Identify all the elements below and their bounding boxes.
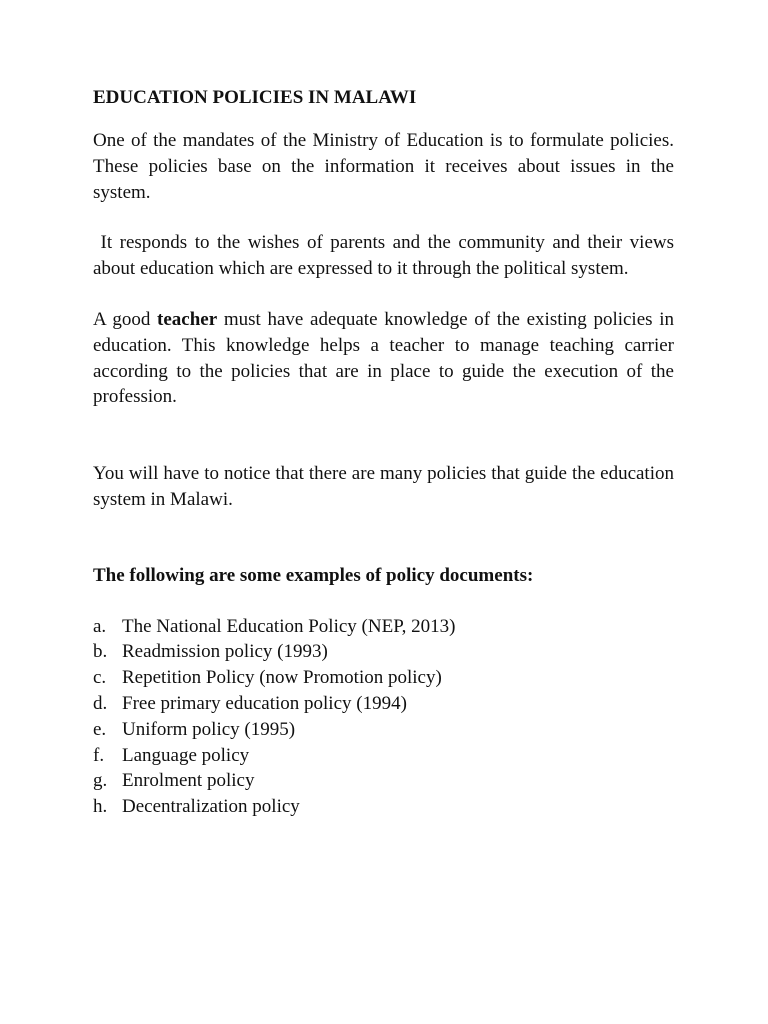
list-item: [93, 639, 674, 665]
list-item: [93, 665, 674, 691]
policy-list: [93, 614, 674, 820]
list-item: [93, 614, 674, 640]
list-item-text: Uniform policy (1995): [122, 718, 296, 740]
list-item-text: Free primary education policy (1994): [122, 692, 407, 714]
list-item-text: Enrolment policy: [122, 770, 255, 792]
paragraph-good-teacher-rest: must have adequate knowledge of the existing policies in education. This knowledge helps a teacher to manage teaching carrier according to the policies that are in place to guide the execution of the profession.: [93, 308, 679, 408]
list-marker: b.: [93, 641, 108, 663]
list-item: [93, 768, 674, 794]
teacher-emphasis: teacher: [157, 308, 218, 330]
list-marker: e.: [93, 718, 107, 740]
list-marker: h.: [93, 796, 108, 818]
list-item: [93, 691, 674, 717]
list-item-text: Repetition Policy (now Promotion policy): [122, 667, 442, 689]
document-page: [93, 85, 679, 820]
list-marker: f.: [93, 744, 105, 766]
list-marker: c.: [93, 667, 107, 689]
paragraph-responds: It responds to the wishes of parents and the community and their views about education which are expressed to it through the political system.: [93, 232, 679, 280]
list-item: [93, 717, 674, 743]
paragraph-good-teacher-lead: A good: [93, 308, 158, 330]
list-marker: g.: [93, 770, 108, 792]
list-marker: a.: [93, 615, 107, 637]
list-item-text: Readmission policy (1993): [122, 641, 328, 663]
list-item-text: Language policy: [122, 744, 250, 766]
list-marker: d.: [93, 692, 108, 714]
list-item-text: The National Education Policy (NEP, 2013): [122, 615, 456, 637]
paragraph-good-teacher: [93, 307, 679, 410]
policy-list-heading: The following are some examples of policy documents:: [93, 564, 534, 586]
list-item: [93, 794, 674, 820]
list-item-text: Decentralization policy: [122, 796, 300, 818]
paragraph-many-policies: You will have to notice that there are many policies that guide the education system in Malawi.: [93, 463, 674, 510]
list-item: [93, 743, 674, 769]
paragraph-mandates: One of the mandates of the Ministry of Education is to formulate policies. These policies base on the information it receives about issues in the system.: [93, 130, 674, 203]
document-title: EDUCATION POLICIES IN MALAWI: [93, 87, 417, 108]
